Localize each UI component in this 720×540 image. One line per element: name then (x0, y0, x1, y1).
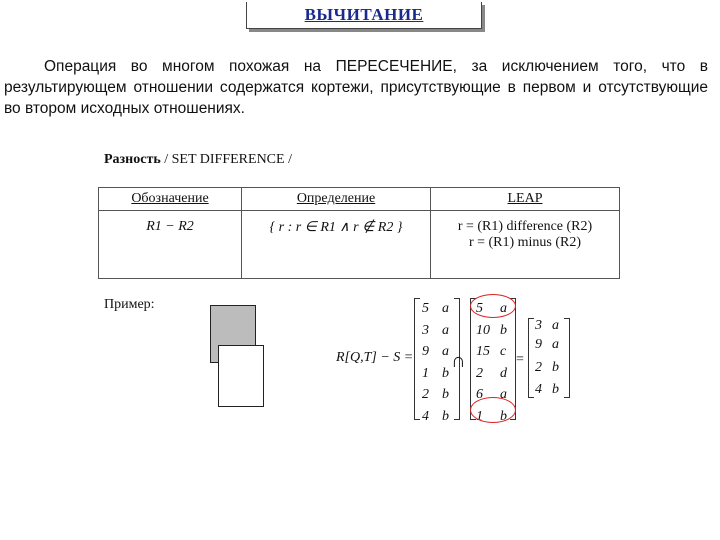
cell-notation: R1 − R2 (99, 211, 242, 279)
expression-left: R[Q,T] − S = (336, 350, 414, 365)
page-title: ВЫЧИТАНИЕ (304, 5, 424, 24)
highlight-oval-top (470, 294, 516, 318)
definition-table (98, 187, 620, 279)
result-column-1: 3 9 2 4 (535, 318, 542, 397)
leap-line-2: r = (R1) minus (R2) (468, 235, 582, 250)
header-definition: Определение (242, 188, 431, 211)
r-bracket-left (414, 298, 420, 420)
header-notation: Обозначение (99, 188, 242, 211)
equals-symbol: = (516, 352, 524, 367)
intersect-symbol: ∩ (451, 350, 466, 372)
section-heading (104, 152, 292, 168)
result-bracket-left (528, 318, 534, 398)
r-column-2: a a a b b b (442, 301, 449, 424)
cell-definition: { r : r ∈ R1 ∧ r ∉ R2 } (242, 211, 431, 279)
set-s-square (218, 345, 264, 407)
highlight-oval-bottom (470, 397, 516, 423)
example-label: Пример: (104, 297, 155, 312)
title-box (246, 2, 482, 29)
s-column-1: 5 10 15 2 6 1 (476, 301, 490, 424)
r-column-1: 5 3 9 1 2 4 (422, 301, 429, 424)
cell-leap (431, 211, 620, 279)
header-leap: LEAP (431, 188, 620, 211)
leap-line-1: r = (R1) difference (R2) (457, 219, 593, 234)
heading-bold: Разность (104, 152, 161, 167)
result-column-2: a a b b (552, 318, 559, 397)
s-column-2: a b c d a b (500, 301, 507, 424)
heading-rest: / SET DIFFERENCE / (160, 152, 292, 167)
result-bracket-right (564, 318, 570, 398)
intro-paragraph: Операция во многом похожая на ПЕРЕСЕЧЕНИЕ, за исключением того, что в результирующем отношении содержатся кортежи, присутствующие в первом и отсутствующие во втором исходных отношениях. (4, 58, 708, 117)
